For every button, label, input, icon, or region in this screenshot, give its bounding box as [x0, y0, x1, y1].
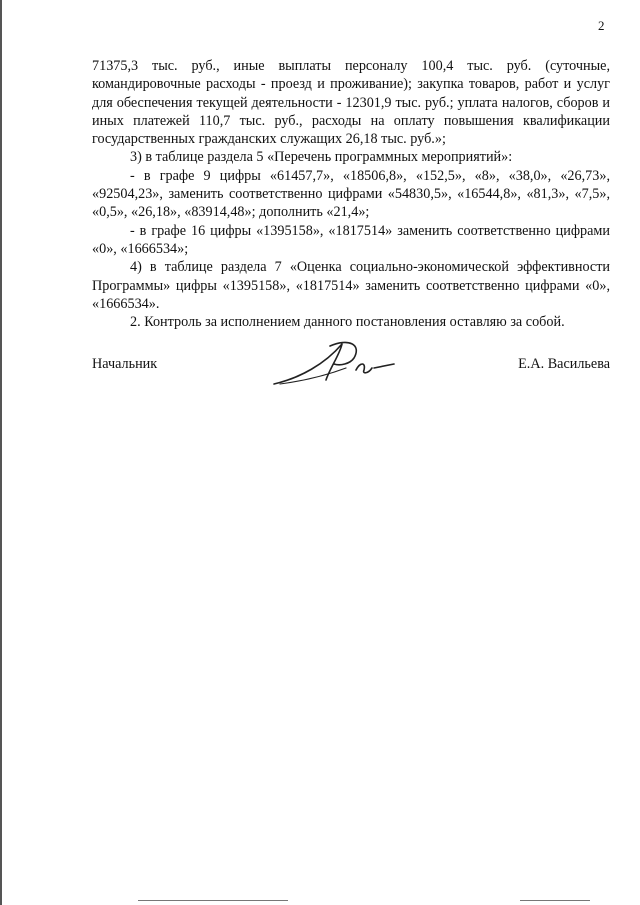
document-body — [92, 57, 610, 331]
page-number: 2 — [598, 18, 605, 33]
handwritten-signature — [270, 334, 400, 390]
signatory-name: Е.А. Васильева — [518, 356, 610, 372]
signature-block — [92, 352, 610, 392]
paragraph-budget-continuation: 71375,3 тыс. руб., иные выплаты персоналу 100,4 тыс. руб. (суточные, командировочные расходы - проезд и проживание); закупка товаров, работ и услуг для обеспечения текущей деятельности - 12301,9 тыс. руб.; уплата налогов, сборов и иных платежей 110,7 тыс. руб., расходы на оплату повышения квалификации государственных гражданских служащих 26,18 тыс. руб.»; — [92, 58, 610, 148]
paragraph-column-16: - в графе 16 цифры «1395158», «1817514» заменить соответственно цифрами «0», «1666534»; — [92, 222, 610, 257]
paragraph-control: 2. Контроль за исполнением данного постановления оставляю за собой. — [130, 314, 565, 331]
scan-mark-left — [138, 900, 288, 901]
paragraph-item-3: 3) в таблице раздела 5 «Перечень программных мероприятий»: — [130, 149, 513, 166]
paragraph-item-4: 4) в таблице раздела 7 «Оценка социально-экономической эффективности Программы» цифры «1395158», «1817514» заменить соответственно цифрами «0», «1666534». — [92, 259, 610, 312]
scan-mark-right — [520, 900, 590, 901]
signatory-title: Начальник — [92, 356, 158, 372]
page-edge — [0, 0, 2, 905]
paragraph-column-9: - в графе 9 цифры «61457,7», «18506,8», «152,5», «8», «38,0», «26,73», «92504,23», заменить соответственно цифрами «54830,5», «16544,8», «81,3», «7,5», «0,5», «26,18», «83914,48»; дополнить «21,4»; — [92, 167, 610, 221]
